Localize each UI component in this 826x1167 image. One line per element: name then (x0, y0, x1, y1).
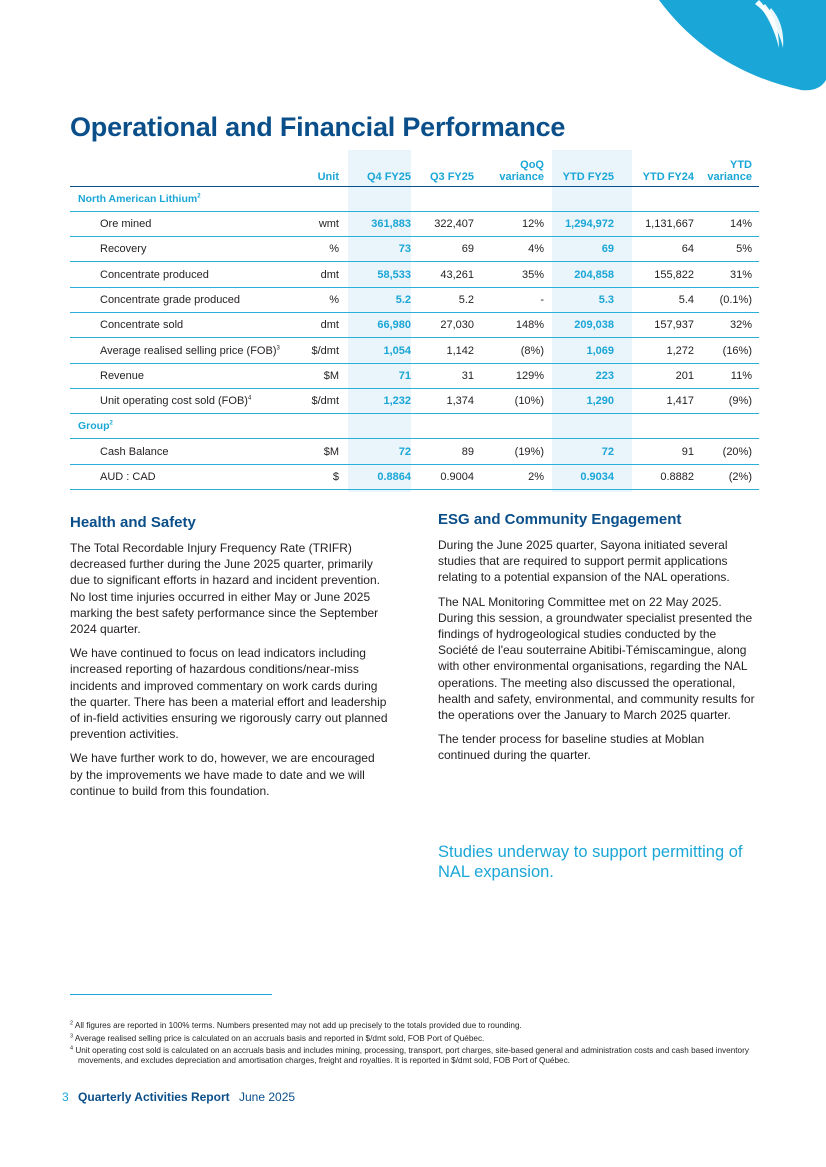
cell-ytd24: 64 (681, 243, 694, 256)
cell-ytd24: 1,417 (666, 395, 694, 408)
cell-unit: wmt (318, 218, 339, 230)
cell-q4: 58,533 (377, 268, 411, 281)
cell-q4: 361,883 (371, 218, 411, 230)
health-paragraph: We have further work to do, however, we are encouraged by the improvements we have made to date and we will continue to build from this foundation. (70, 751, 375, 798)
cell-ytd24: 157,937 (654, 319, 694, 332)
cell-ytd24: 0.8882 (660, 470, 694, 483)
cell-q3: 1,374 (446, 395, 474, 408)
cell-q3: 69 (461, 243, 474, 256)
cell-ytd-variance: 11% (730, 369, 752, 382)
cell-q4: 72 (398, 445, 411, 458)
row-label: Concentrate grade produced (100, 293, 241, 306)
cell-ytd-variance: (9%) (728, 395, 752, 408)
health-heading: Health and Safety (70, 514, 196, 531)
cell-ytd24: 155,822 (654, 268, 694, 281)
cell-q3: 0.9004 (440, 470, 474, 483)
page-footer (62, 1090, 295, 1104)
cell-ytd25: 209,038 (574, 319, 614, 332)
cell-ytd24: 1,272 (666, 344, 694, 357)
cell-qoq: (10%) (514, 395, 544, 408)
corner-logo-graphic (651, 0, 826, 95)
cell-qoq: (8%) (520, 344, 544, 357)
cell-ytd25: 1,290 (586, 395, 614, 408)
cell-qoq: 148% (515, 319, 544, 332)
cell-ytd-variance: 31% (729, 268, 752, 281)
row-label: Revenue (100, 369, 145, 382)
cell-ytd24: 201 (675, 369, 694, 382)
cell-q4: 5.2 (395, 293, 411, 306)
row-label: Unit operating cost sold (FOB)$^4$ (100, 395, 252, 408)
table-row (70, 237, 759, 262)
cell-unit: $/dmt (311, 344, 339, 357)
cell-unit: % (329, 293, 339, 306)
footnote: $^2$ All figures are reported in 100% terms. Numbers presented may not add up precisely to the totals provided due to rounding. (70, 1020, 522, 1030)
cell-unit: $M (323, 445, 339, 458)
row-label: Concentrate produced (100, 268, 209, 281)
cell-q3: 89 (461, 445, 474, 458)
cell-q3: 27,030 (440, 319, 474, 332)
pull-quote: Studies underway to support permitting of NAL expansion. (438, 843, 743, 881)
cell-q4: 73 (398, 243, 411, 256)
table-row (70, 212, 759, 237)
group-label: North American Lithium$^2$ (78, 193, 201, 205)
group-row-nal (70, 187, 759, 212)
table-row (70, 339, 759, 364)
row-label: Recovery (100, 243, 147, 256)
header-ytd24: YTD FY24 (642, 171, 694, 183)
cell-unit: $/dmt (311, 395, 339, 408)
footnote: $^3$ Average realised selling price is calculated on an accruals basis and reported in $/dmt sold, FOB Port of Québec. (70, 1032, 485, 1043)
table-row (70, 263, 759, 288)
cell-ytd24: 1,131,667 (645, 218, 694, 230)
cell-q4: 71 (398, 369, 411, 382)
report-name: Quarterly Activities Report (78, 1090, 230, 1104)
cell-q3: 5.2 (458, 293, 474, 306)
esg-heading: ESG and Community Engagement (438, 511, 682, 528)
cell-qoq: 12% (521, 218, 544, 230)
cell-ytd-variance: (0.1%) (719, 293, 752, 306)
esg-paragraph: The tender process for baseline studies at Moblan continued during the quarter. (438, 732, 705, 763)
row-label: Concentrate sold (100, 319, 184, 332)
header-unit: Unit (317, 171, 339, 183)
footnote: $^4$ Unit operating cost sold is calculated on an accruals basis and includes mining, processing, transport, port charges, site-based general and administration costs and cash based inventory movements, and excludes depreciation and amortisation charges, freight and royalties. It is reported in $/dmt sold, FOB Port of Québec. (70, 1045, 749, 1065)
cell-ytd25: 1,294,972 (565, 218, 614, 230)
table-row (70, 465, 759, 490)
header-ytd25: YTD FY25 (562, 171, 614, 183)
esg-paragraph: During the June 2025 quarter, Sayona initiated several studies that are required to support permit applications relating to a potential expansion of the NAL operations. (438, 538, 730, 585)
cell-unit: dmt (320, 268, 339, 281)
cell-qoq: 2% (528, 470, 544, 483)
header-q3: Q3 FY25 (429, 171, 474, 183)
report-date: June 2025 (238, 1090, 296, 1104)
group-row-group (70, 414, 759, 439)
cell-ytd25: 5.3 (598, 293, 614, 306)
cell-q3: 43,261 (440, 268, 474, 281)
cell-qoq: 4% (528, 243, 544, 256)
cell-ytd25: 204,858 (574, 268, 614, 281)
header-ytd-variance: YTD variance (707, 159, 752, 183)
cell-ytd-variance: (16%) (722, 344, 752, 357)
row-label: Ore mined (100, 218, 152, 230)
cell-ytd25: 223 (595, 369, 614, 382)
cell-unit: $M (323, 369, 339, 382)
cell-ytd25: 69 (601, 243, 614, 256)
cell-unit: % (329, 243, 339, 256)
page-number: 3 (62, 1090, 69, 1104)
cell-qoq: - (540, 293, 544, 306)
cell-q4: 66,980 (377, 319, 411, 332)
cell-q4: 1,232 (383, 395, 411, 408)
cell-q3: 322,407 (434, 218, 474, 230)
table-header-row (70, 150, 759, 187)
cell-ytd24: 91 (681, 445, 694, 458)
cell-ytd24: 5.4 (678, 293, 694, 306)
cell-q3: 31 (461, 369, 474, 382)
group-label: Group$^2$ (78, 420, 113, 432)
esg-paragraph: The NAL Monitoring Committee met on 22 May 2025. During this session, a groundwater specialist presented the findings of hydrogeological studies conducted by the Société de l'eau souterraine Abitibi-Témiscamingue, along with other environmental organisations, regarding the NAL operations. The meeting also discussed the operational, health and safety, environmental, and community results for the operations over the January to March 2025 quarter. (438, 594, 755, 723)
cell-qoq: (19%) (514, 445, 544, 458)
footnotes (70, 1021, 760, 1068)
table-row (70, 313, 759, 338)
page-title: Operational and Financial Performance (70, 112, 566, 142)
health-paragraph: The Total Recordable Injury Frequency Rate (TRIFR) decreased further during the June 2025 quarter, primarily due to significant efforts in hazard and incident prevention. No lost time injuries occurred in either May or June 2025 marking the best safety performance since the September 2024 quarter. (70, 541, 380, 637)
row-label: Average realised selling price (FOB)$^3$ (100, 344, 280, 357)
cell-ytd25: 1,069 (586, 344, 614, 357)
cell-qoq: 129% (515, 369, 544, 382)
row-label: AUD : CAD (100, 470, 156, 483)
cell-ytd25: 72 (601, 445, 614, 458)
cell-ytd-variance: 5% (736, 243, 752, 256)
cell-ytd-variance: (20%) (722, 445, 752, 458)
cell-q4: 1,054 (383, 344, 411, 357)
health-safety-section (70, 514, 390, 807)
esg-section (438, 511, 758, 772)
health-paragraph: We have continued to focus on lead indicators including increased reporting of hazardous conditions/near-miss incidents and improved commentary on work cards during the quarter. There has been a material effort and leadership of in-field activities ensuring we rigorously carry out planned prevention activities. (70, 646, 388, 742)
header-q4: Q4 FY25 (366, 171, 411, 183)
footnote-divider (70, 994, 272, 995)
cell-ytd-variance: 14% (729, 218, 752, 230)
table-row (70, 389, 759, 414)
cell-ytd25: 0.9034 (580, 470, 614, 483)
header-qoq: QoQ variance (499, 159, 544, 183)
cell-unit: $ (332, 470, 339, 483)
cell-q4: 0.8864 (377, 470, 411, 483)
cell-ytd-variance: (2%) (728, 470, 752, 483)
table-row (70, 288, 759, 313)
cell-q3: 1,142 (446, 344, 474, 357)
cell-qoq: 35% (521, 268, 544, 281)
row-label: Cash Balance (100, 445, 169, 458)
table-row (70, 440, 759, 465)
cell-unit: dmt (320, 319, 339, 332)
table-row (70, 364, 759, 389)
cell-ytd-variance: 32% (729, 319, 752, 332)
